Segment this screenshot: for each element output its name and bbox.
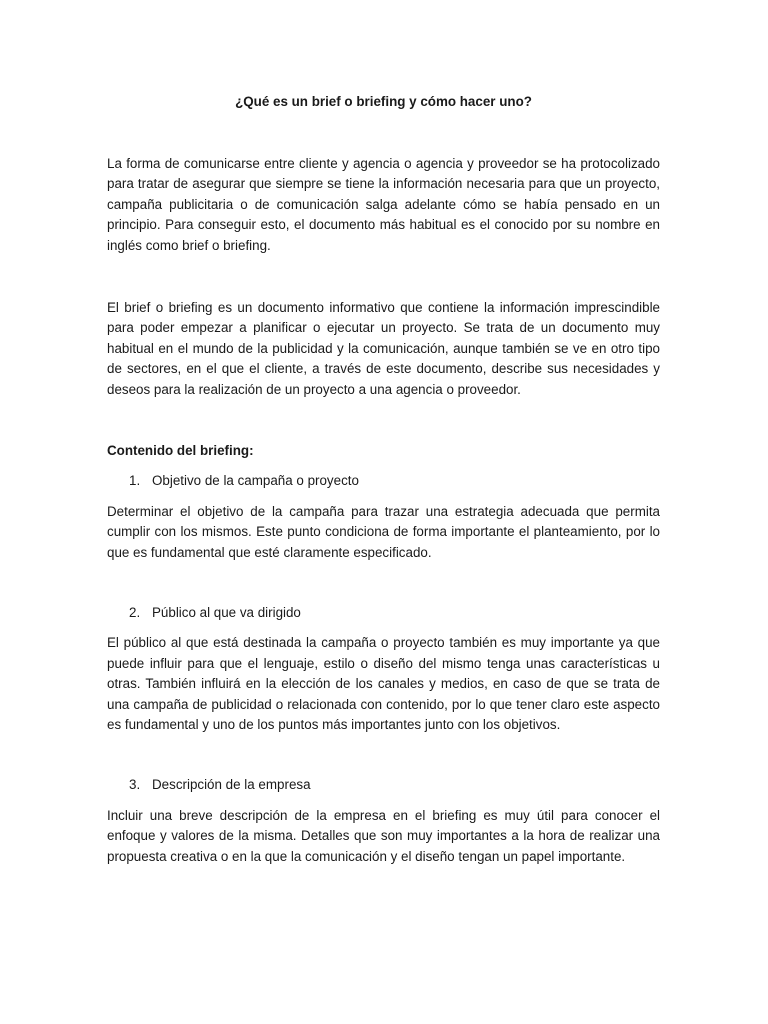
list-item-label: Objetivo de la campaña o proyecto: [152, 473, 359, 489]
company-paragraph: Incluir una breve descripción de la empresa en el briefing es muy útil para conocer el enfoque y valores de la misma. Detalles que son muy importantes a la hora de realizar una propuesta creativa o en la que la comunicación y el diseño tengan un papel importante.: [107, 807, 660, 864]
list-item-objective: [107, 471, 660, 492]
intro-paragraph: La forma de comunicarse entre cliente y agencia o agencia y proveedor se ha protocolizado para tratar de asegurar que siempre se tiene la información necesaria para que un proyecto, campaña publicitaria o de comunicación salga adelante cómo se había pensado en un principio. Para conseguir esto, el documento más habitual es el conocido por su nombre en inglés como brief o briefing.: [107, 155, 660, 253]
list-item-label: Público al que va dirigido: [152, 604, 301, 620]
document-title: ¿Qué es un brief o briefing y cómo hacer uno?: [235, 94, 532, 109]
list-item-audience: [107, 603, 660, 624]
list-number: 2.: [129, 604, 141, 620]
list-number: 1.: [129, 473, 141, 489]
document-body: [107, 92, 660, 867]
list-number: 3.: [129, 777, 141, 793]
section-heading: Contenido del briefing:: [107, 442, 254, 458]
list-item-label: Descripción de la empresa: [152, 777, 311, 793]
list-item-company: [107, 775, 660, 796]
objective-paragraph: Determinar el objetivo de la campaña para trazar una estrategia adecuada que permita cumplir con los mismos. Este punto condiciona de forma importante el planteamiento, por lo que es fundamental que esté claramente especificado.: [107, 503, 660, 560]
audience-paragraph: El público al que está destinada la campaña o proyecto también es muy importante ya que puede influir para que el lenguaje, estilo o diseño del mismo tenga unas características u otras. También influirá en la elección de los canales y medios, en caso de que se trata de una campaña de publicidad o relacionada con contenido, por lo que tener claro este aspecto es fundamental y uno de los puntos más importantes junto con los objetivos.: [107, 635, 660, 733]
definition-paragraph: El brief o briefing es un documento informativo que contiene la información imprescindible para poder empezar a planificar o ejecutar un proyecto. Se trata de un documento muy habitual en el mundo de la publicidad y la comunicación, aunque también se ve en otro tipo de sectores, en el que el cliente, a través de este documento, describe sus necesidades y deseos para la realización de un proyecto a una agencia o proveedor.: [107, 299, 660, 397]
